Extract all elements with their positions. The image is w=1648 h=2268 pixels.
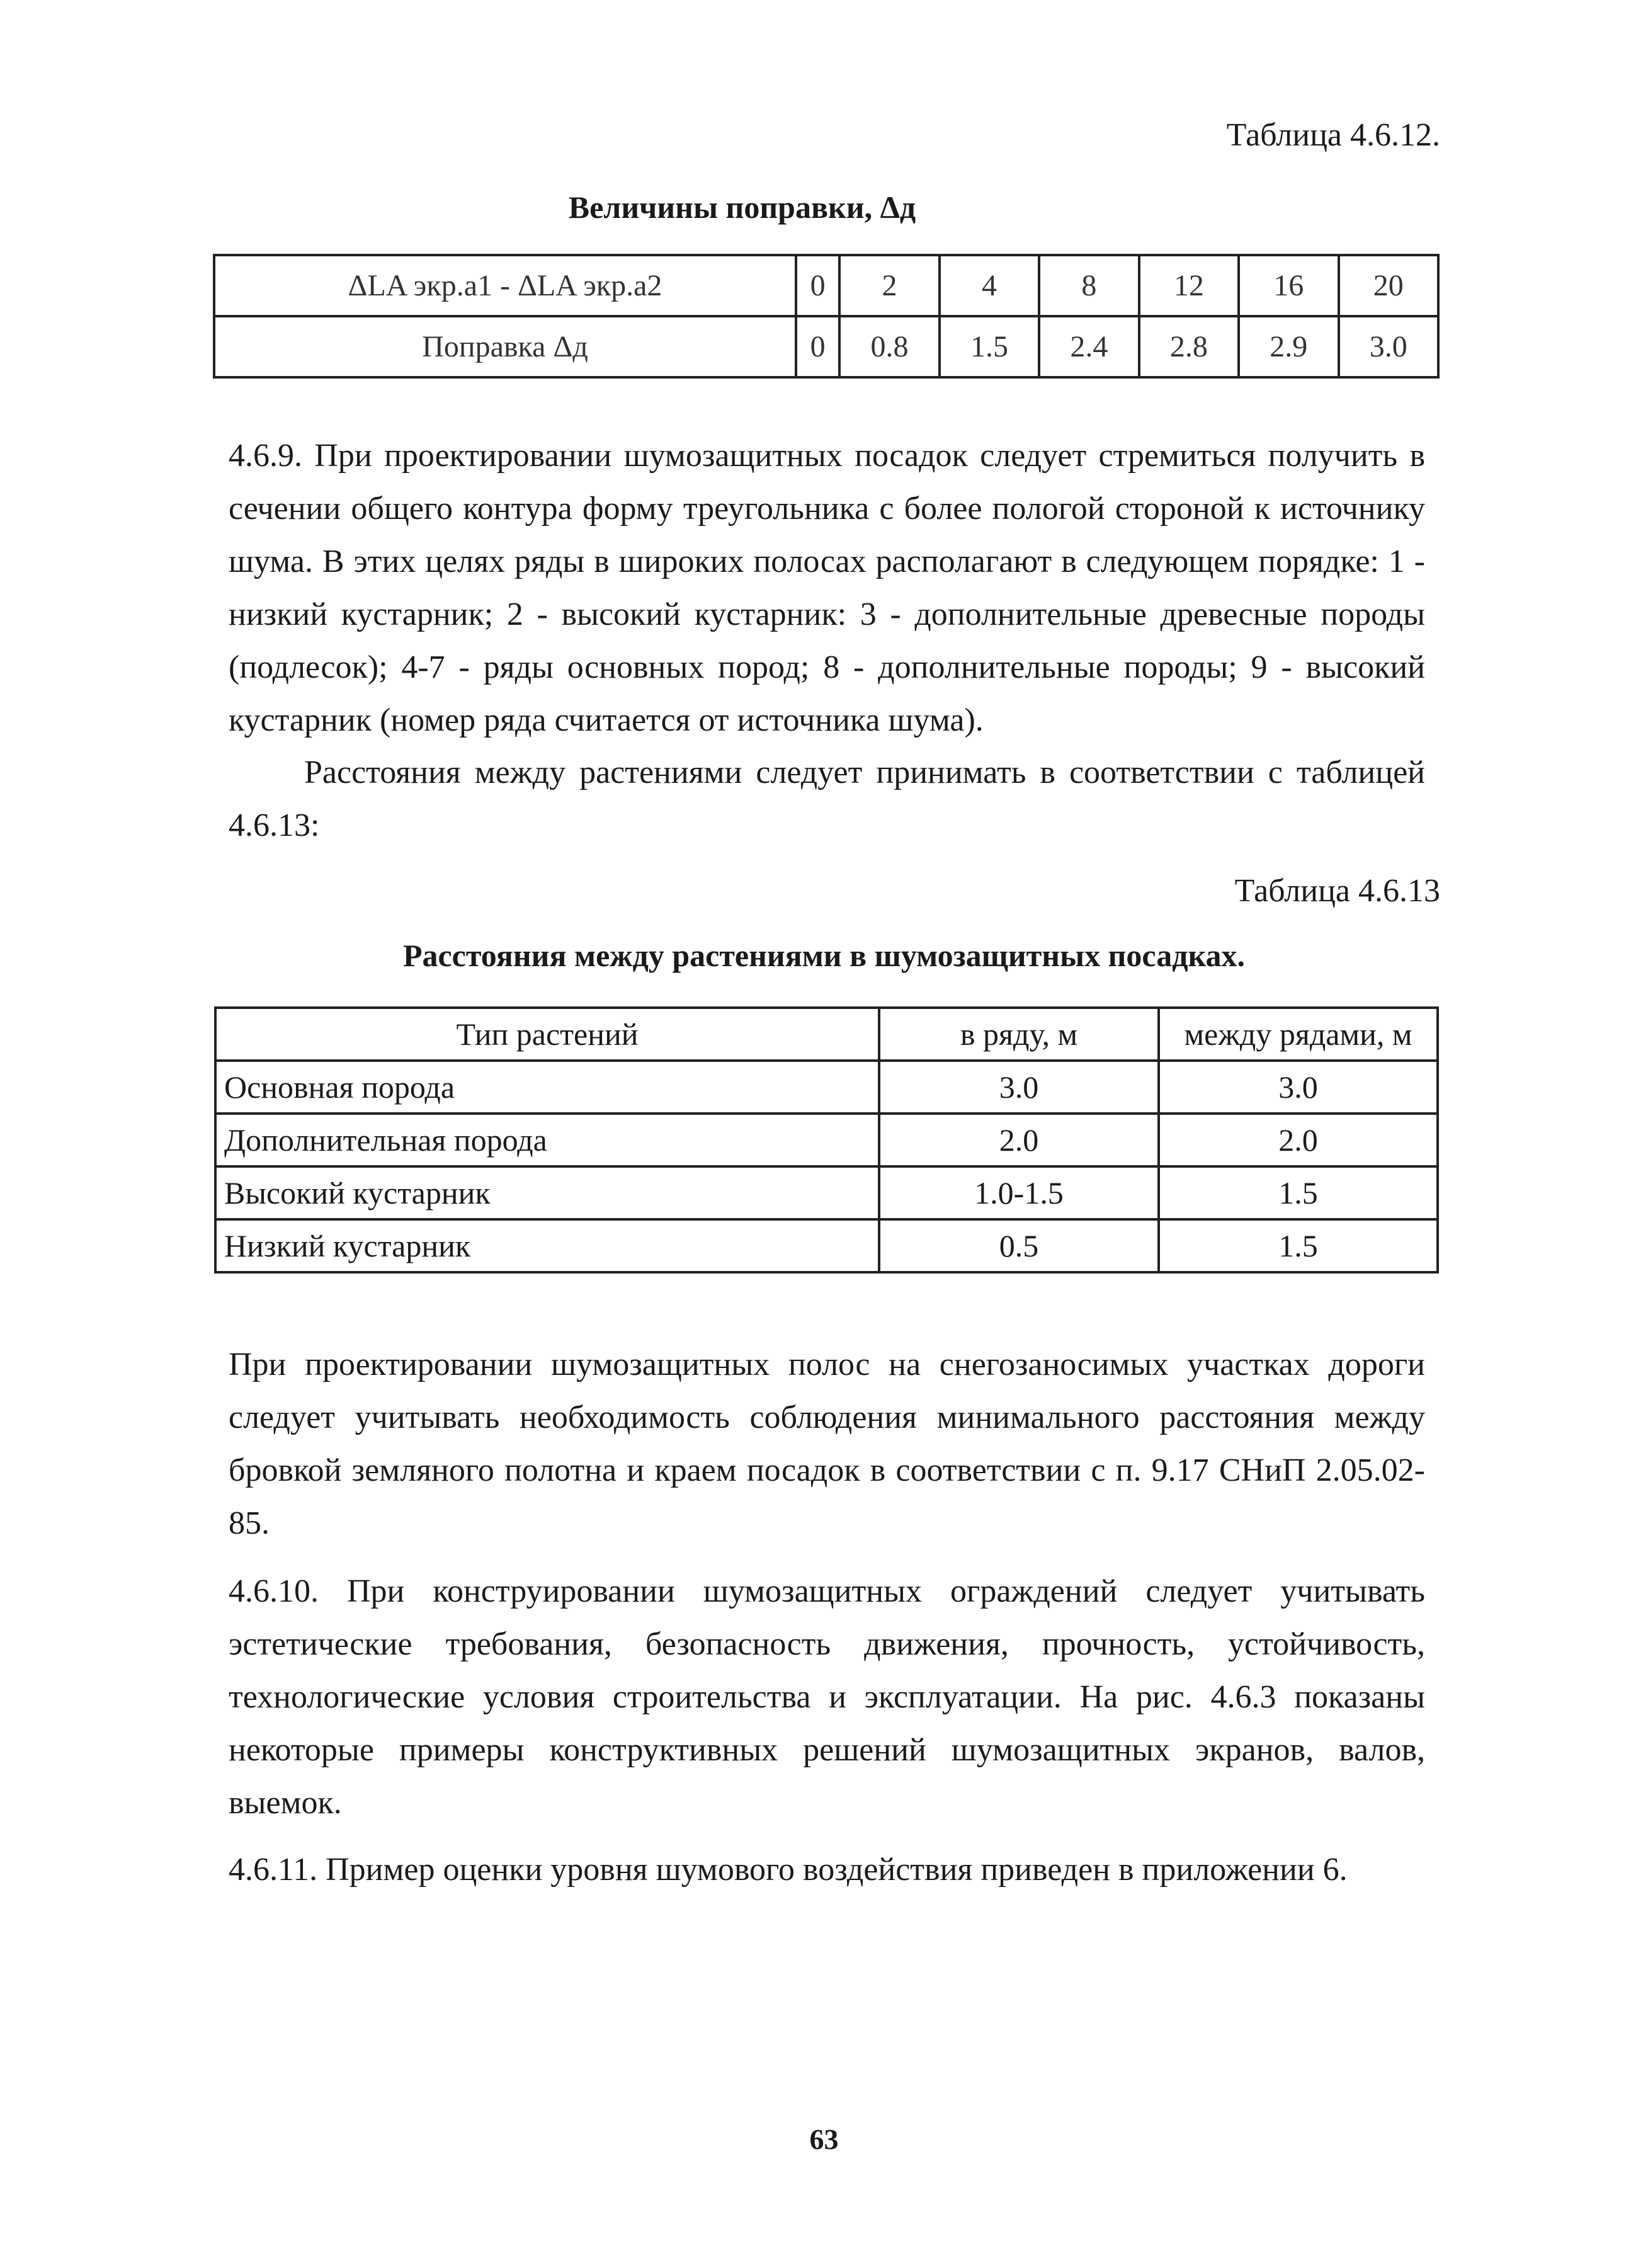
table-cell: 0 bbox=[796, 255, 839, 316]
table-cell: 3.0 bbox=[879, 1061, 1159, 1114]
column-header: между рядами, м bbox=[1159, 1008, 1438, 1061]
table-cell: 3.0 bbox=[1339, 316, 1439, 377]
paragraph-snow-drift: При проектировании шумозащитных полос на снегозаносимых участках дороги следует учитывать необходимость соблюдения минимального расстояния между бровкой земляного полотна и краем посадок в соответствии с п. 9.17 СНиП 2.05.02-85. bbox=[229, 1347, 1425, 1541]
table-cell: 1.5 bbox=[1159, 1219, 1438, 1272]
table-row bbox=[215, 1219, 1438, 1272]
table-cell: Дополнительная порода bbox=[215, 1114, 879, 1166]
table-cell: 2.0 bbox=[879, 1114, 1159, 1166]
table-cell: 20 bbox=[1339, 255, 1439, 316]
table-cell: Высокий кустарник bbox=[215, 1166, 879, 1219]
table-title-distances: Расстояния между растениями в шумозащитных посадках. bbox=[402, 938, 1246, 973]
table-row bbox=[214, 255, 1438, 316]
table-cell: 2.8 bbox=[1139, 316, 1239, 377]
table-cell: 2.4 bbox=[1039, 316, 1139, 377]
paragraph-4-6-9: 4.6.9. При проектировании шумозащитных посадок следует стремиться получить в сечении общего контура форму треугольника с более пологой стороной к источнику шума. В этих целях ряды в широких полосах располагают в следующем порядке: 1 - низкий кустарник; 2 - высокий кустарник: 3 - дополнительные древесные породы (подлесок); 4-7 - ряды основных пород; 8 - дополнительные породы; 9 - высокий кустарник (номер ряда считается от источника шума). bbox=[229, 438, 1425, 738]
table-cell: 0.8 bbox=[839, 316, 939, 377]
table-cell: 4 bbox=[940, 255, 1039, 316]
column-header: Тип растений bbox=[215, 1008, 879, 1061]
paragraph-4-6-10: 4.6.10. При конструировании шумозащитных ограждений следует учитывать эстетические требования, безопасность движения, прочность, устойчивость, технологические условия строительства и эксплуатации. На рис. 4.6.3 показаны некоторые примеры конструктивных решений шумозащитных экранов, валов, выемок. bbox=[229, 1573, 1425, 1821]
table-cell: 1.5 bbox=[940, 316, 1039, 377]
table-cell: 0 bbox=[796, 316, 839, 377]
table-cell: 1.0-1.5 bbox=[879, 1166, 1159, 1219]
table-cell: Низкий кустарник bbox=[215, 1219, 879, 1272]
table-row bbox=[215, 1166, 1438, 1219]
table-cell: 1.5 bbox=[1159, 1166, 1438, 1219]
distances-table bbox=[214, 1006, 1439, 1274]
table-cell-label: ΔLA экр.а1 - ΔLA экр.а2 bbox=[214, 255, 796, 316]
page-number: 63 bbox=[809, 2123, 839, 2155]
table-header-row bbox=[215, 1008, 1438, 1061]
table-caption-4-6-12: Таблица 4.6.12. bbox=[1226, 117, 1440, 153]
correction-table bbox=[213, 254, 1440, 379]
table-cell: 16 bbox=[1239, 255, 1338, 316]
table-cell: 12 bbox=[1139, 255, 1239, 316]
column-header: в ряду, м bbox=[879, 1008, 1159, 1061]
table-caption-4-6-13: Таблица 4.6.13 bbox=[1234, 873, 1440, 909]
table-cell: Основная порода bbox=[215, 1061, 879, 1114]
table-row bbox=[215, 1061, 1438, 1114]
paragraph-4-6-11: 4.6.11. Пример оценки уровня шумового воздействия приведен в приложении 6. bbox=[229, 1852, 1348, 1888]
table-row bbox=[215, 1114, 1438, 1166]
paragraph-distances: Расстояния между растениями следует принимать в соответствии с таблицей 4.6.13: bbox=[229, 755, 1425, 843]
table-cell: 2.9 bbox=[1239, 316, 1338, 377]
table-cell: 8 bbox=[1039, 255, 1139, 316]
table-row bbox=[214, 316, 1438, 377]
table-cell: 2 bbox=[839, 255, 939, 316]
table-cell-label: Поправка Δд bbox=[214, 316, 796, 377]
table-cell: 2.0 bbox=[1159, 1114, 1438, 1166]
table-cell: 3.0 bbox=[1159, 1061, 1438, 1114]
table-title-correction: Величины поправки, Δд bbox=[568, 190, 916, 225]
table-cell: 0.5 bbox=[879, 1219, 1159, 1272]
